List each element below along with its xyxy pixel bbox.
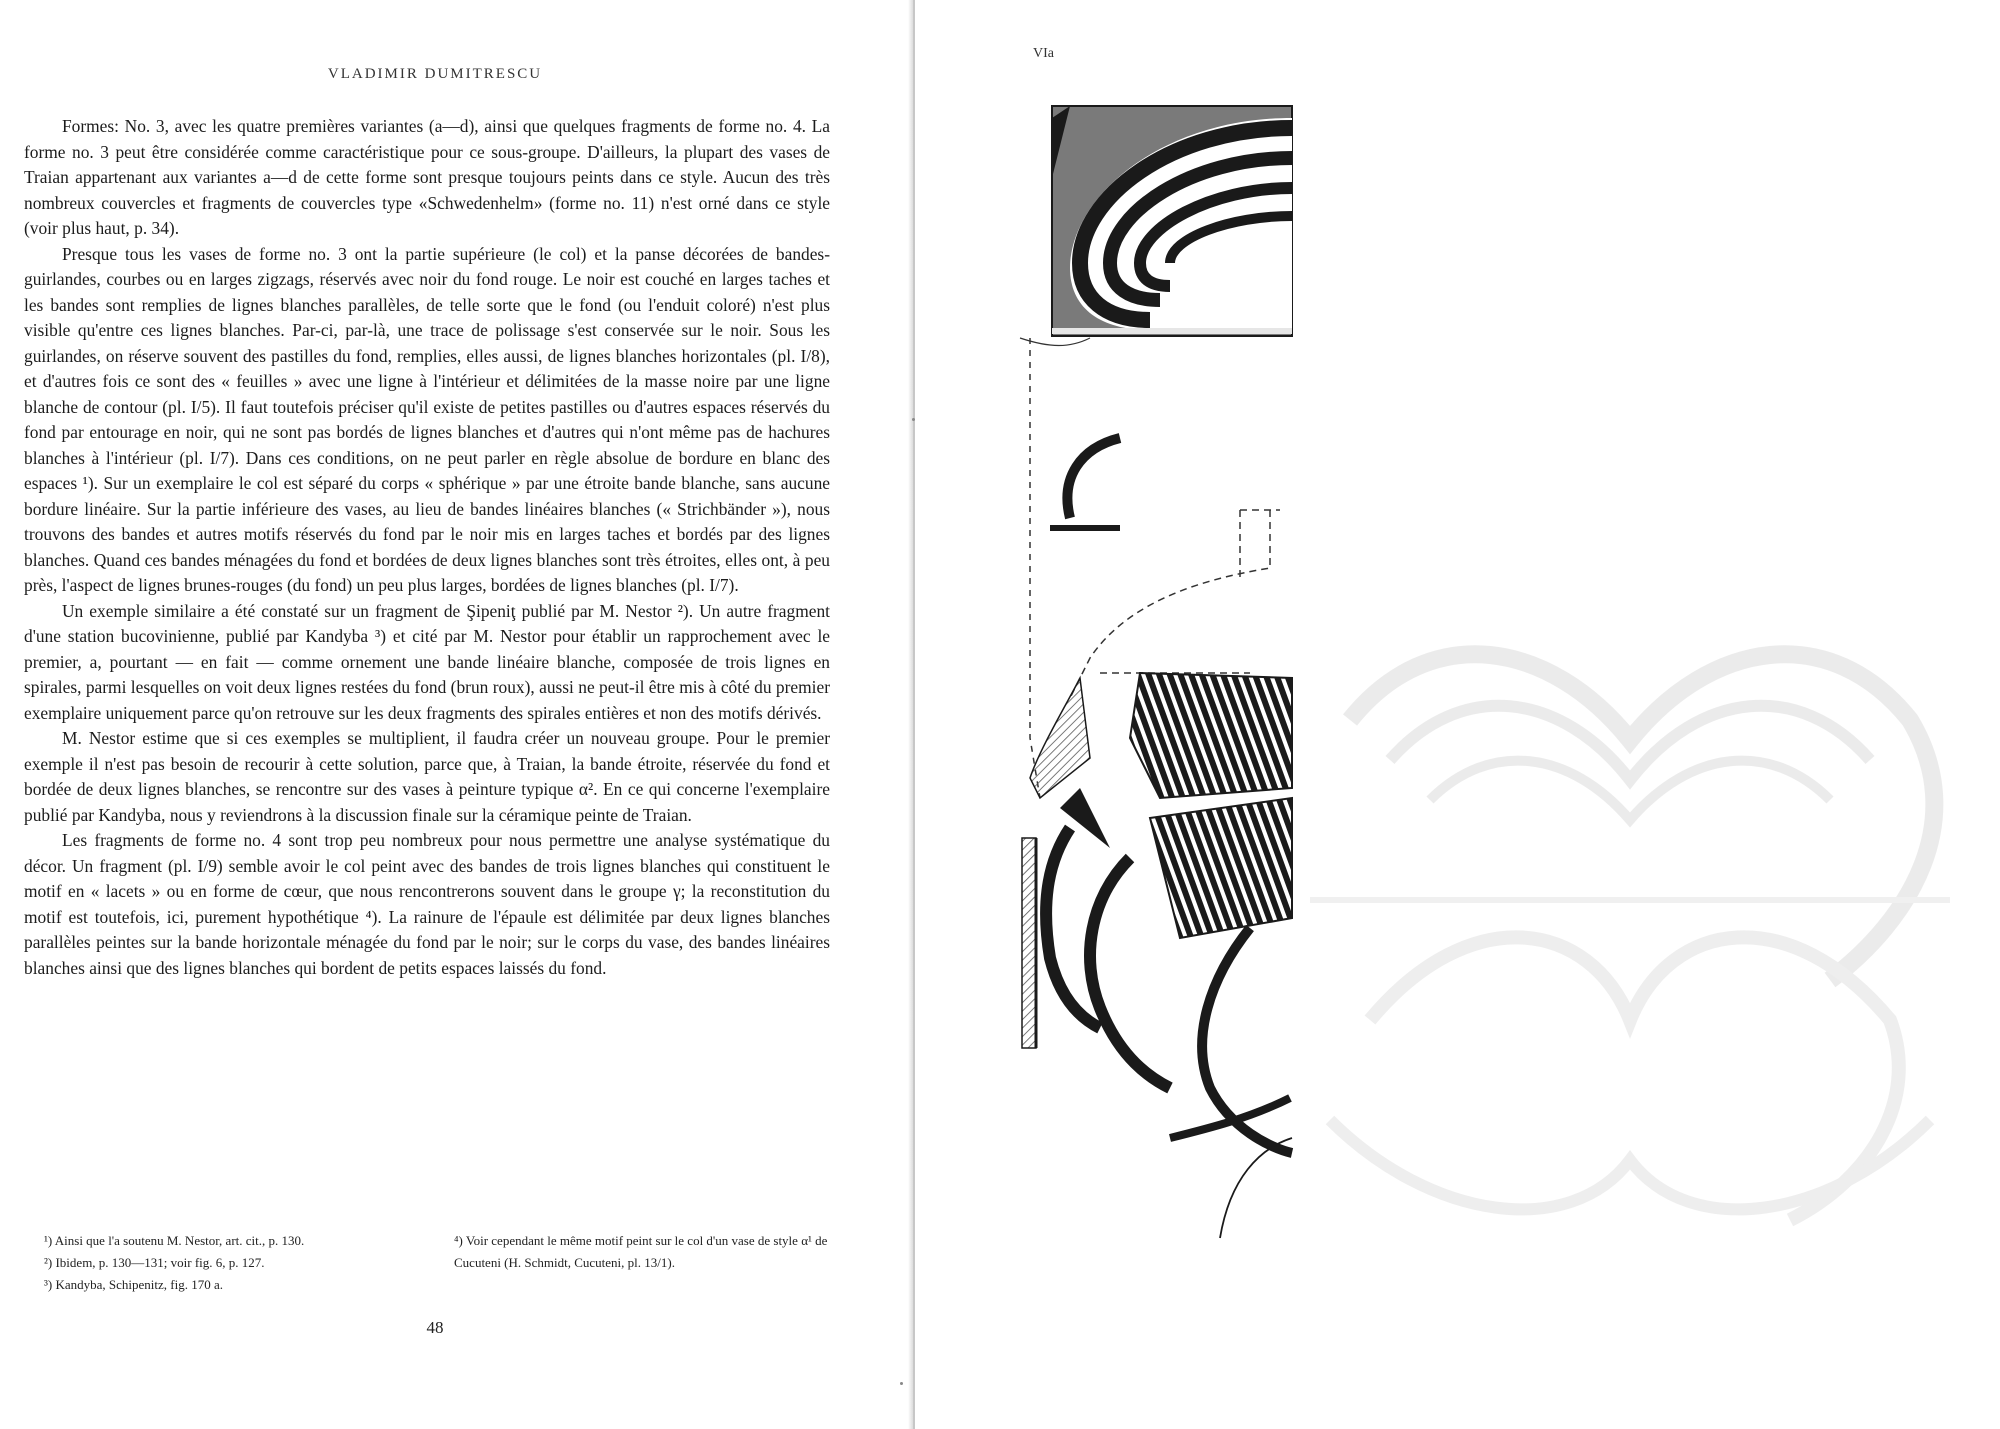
fragment-lower-curves (1046, 788, 1292, 1153)
fragment-rim-arc (1050, 438, 1120, 528)
body-text (24, 114, 830, 981)
fragment-striped-zigzag (1030, 673, 1292, 798)
plate-label: VIa (1033, 46, 1054, 61)
paper-speck (900, 1382, 903, 1385)
running-head: VLADIMIR DUMITRESCU (327, 66, 543, 82)
footnote-3: ³) Kandyba, Schipenitz, fig. 170 a. (44, 1277, 223, 1292)
footnotes-left-column (44, 1230, 424, 1296)
profile-section-hatched (1022, 838, 1036, 1048)
paragraph-5: Les fragments de forme no. 4 sont trop peu nombreux pour nous permettre une analyse systématique du décor. Un fragment (pl. I/9) semble avoir le col peint avec des bandes de trois lignes blanches qui constituent le motif en « lacets » ou en forme de cœur, que nous rencontrerons souvent dans le groupe γ; la reconstitution du motif est toutefois, ici, purement hypothétique ⁴). La rainure de l'épaule est délimitée par deux lignes blanches parallèles peintes sur la bande horizontale ménagée du fond par le noir; sur le corps du vase, des bandes linéaires blanches ainsi que des lignes blanches qui bordent de petits espaces laissés du fond. (24, 830, 830, 978)
footnote-1: ¹) Ainsi que l'a soutenu M. Nestor, art. cit., p. 130. (44, 1233, 305, 1248)
page-number: 48 (426, 1318, 444, 1337)
profile-dashed-line (1030, 338, 1040, 798)
footnote-4: ⁴) Voir cependant le même motif peint sur le col d'un vase de style α¹ de Cucuteni (H. Schmidt, Cucuteni, pl. 13/1). (454, 1233, 828, 1270)
show-through-reverse (1270, 600, 1990, 1300)
fragment-top-arcs (1052, 106, 1292, 336)
footnote-2: ²) Ibidem, p. 130—131; voir fig. 6, p. 127. (44, 1255, 265, 1270)
paper-speck (912, 418, 915, 421)
paragraph-2: Presque tous les vases de forme no. 3 ont la partie supérieure (le col) et la panse décorées de bandes-guirlandes, courbes ou en larges zigzags, réservés avec noir du fond rouge. Le noir est couché en larges taches et les bandes sont remplies de lignes blanches parallèles, de telle sorte que le fond (ou l'enduit coloré) n'est plus visible qu'entre ces lignes blanches. Par-ci, par-là, une trace de polissage s'est conservée sur le noir. Sous les guirlandes, on réserve souvent des pastilles du fond, remplies, elles aussi, de lignes blanches horizontales (pl. I/8), et d'autres fois ce sont des « feuilles » avec une ligne à l'intérieur et délimitées de la masse noire par une ligne blanche de contour (pl. I/5). Il faut toutefois préciser qu'il existe de petites pastilles ou d'autres espaces réservés du fond par entourage en noir, qui ne sont pas bordés de lignes blanches et d'autres qui n'ont même pas de hachures blanches à l'intérieur (pl. I/7). Dans ces conditions, on ne peut parler en règle absolue de bordure en blanc des espaces ¹). Sur un exemplaire le col est séparé du corps « sphérique » par une étroite bande blanche, sans aucune bordure linéaire. Sur la partie inférieure des vases, au lieu de bandes linéaires blanches (« Strichbänder »), nous trouvons des bandes et autres motifs réservés du fond par le noir mis en larges taches et bordés par des lignes blanches. Quand ces bandes ménagées du fond et bordées de deux lignes blanches sont très étroites, elles ont, à peu près, l'aspect de lignes brunes-rouges (du fond) un peu plus larges, bordées de lignes blanches (pl. I/7). (24, 243, 830, 595)
paragraph-4: M. Nestor estime que si ces exemples se multiplient, il faudra créer un nouveau groupe. Pour le premier exemple il n'est pas besoin de recourir à cette solution, parce que, à Traian, la bande étroite, réservée du fond et bordée de deux lignes blanches, se rencontre sur des vases à peinture typique α². En ce qui concerne l'exemplaire publié par Kandyba, nous y reviendrons à la discussion finale sur la céramique peinte de Traian. (24, 728, 830, 825)
pottery-fragments-plate (1010, 98, 1310, 1258)
footnotes-right-column (454, 1230, 834, 1296)
footnotes (44, 1230, 834, 1296)
paragraph-3: Un exemple similaire a été constaté sur un fragment de Şipeniţ publié par M. Nestor ²). Un autre fragment d'une station bucovinienne, publié par Kandyba ³) et cité par M. Nestor pour établir un rapprochement avec le premier, a, pourtant — en fait — comme ornement une bande linéaire blanche, composée de trois lignes en spirales, parmi lesquelles on voit deux lignes restées du fond (brun roux), aussi ne peut-il être mis à côté du premier exemplaire uniquement parce qu'on retrouve sur les deux fragments des spirales entières et non des motifs dérivés. (24, 600, 830, 723)
paragraph-1: Formes: No. 3, avec les quatre premières variantes (a—d), ainsi que quelques fragments de forme no. 4. La forme no. 3 peut être considérée comme caractéristique pour ce sous-groupe. D'ailleurs, la plupart des vases de Traian appartenant aux variantes a—d de cette forme sont presque toujours peints dans ce style. Aucun des très nombreux couvercles et fragments de couvercles type «Schwedenhelm» (forme no. 11) n'est orné dans ce style (voir plus haut, p. 34). (24, 116, 830, 238)
left-page (0, 0, 915, 1429)
